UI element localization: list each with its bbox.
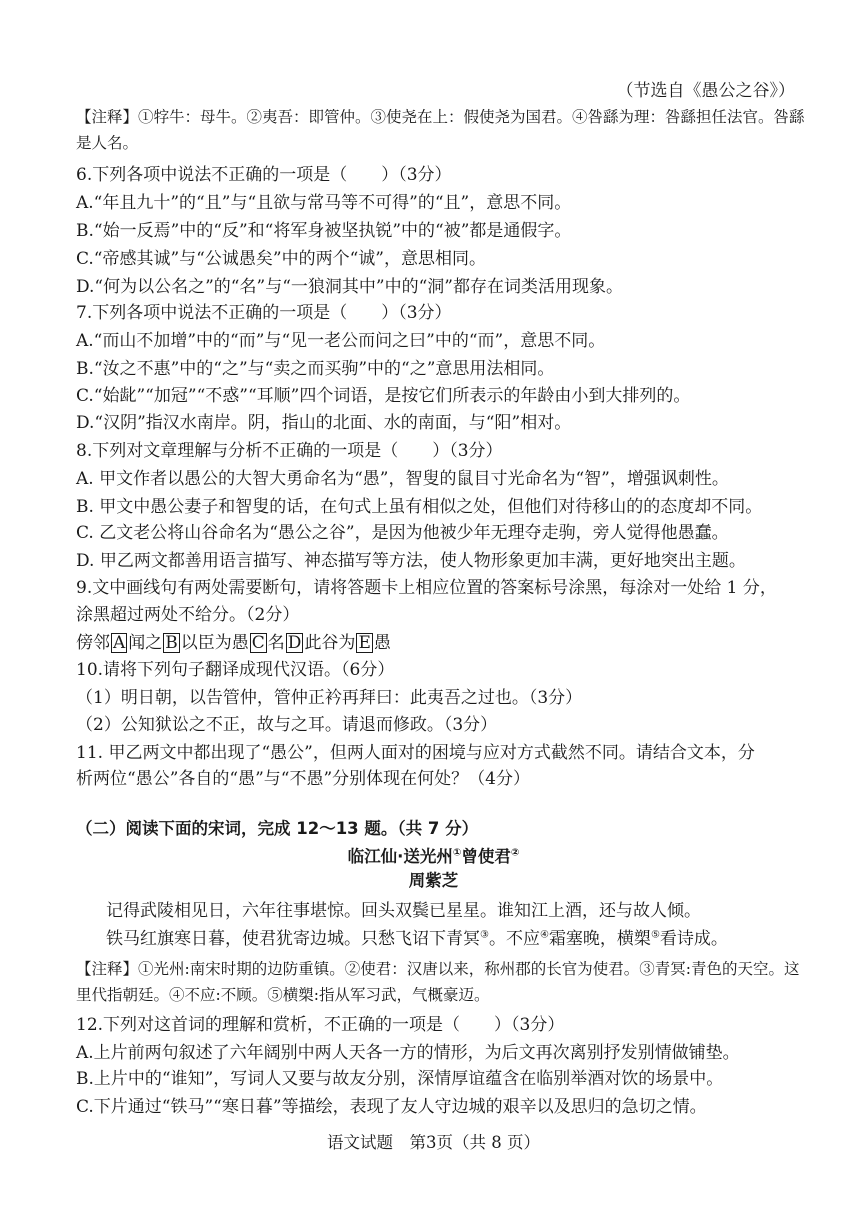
section-heading: （二）阅读下面的宋词，完成 12～13 题。（共 7 分） (76, 819, 479, 838)
annotation-line: 里代指朝廷。④不应:不顾。⑤横槊:指从军习武，气概豪迈。 (76, 986, 490, 1004)
break-mark-d: D (287, 633, 302, 653)
annotation-line: 【注释】①光州:南宋时期的边防重镇。②使君：汉唐以来，称州郡的长官为使君。③青冥:青色的天空。这 (76, 960, 800, 978)
question-7-option-b: B.“汝之不惠”中的“之”与“卖之而买驹”中的“之”意思用法相同。 (76, 359, 555, 379)
sentence-segment: 以臣为愚 (180, 633, 249, 653)
question-9-sentence (76, 632, 796, 654)
break-mark-c: C (251, 633, 265, 653)
question-6-option-d: D.“何为以公名之”的“名”与“一狼洞其中”中的“洞”都存在词类活用现象。 (76, 277, 623, 297)
break-mark-b: B (165, 633, 178, 653)
footnote-marker: ③ (480, 929, 489, 941)
question-6-option-b: B.“始一反焉”中的“反”和“将军身被坚执锐”中的“被”都是通假字。 (76, 221, 572, 241)
question-10-stem: 10.请将下列句子翻译成现代汉语。（6分） (76, 660, 395, 680)
question-12-option-a: A.上片前两句叙述了六年阔别中两人天各一方的情形，为后文再次离别抒发别情做铺垫。 (76, 1043, 740, 1063)
break-mark-e: E (358, 633, 371, 653)
question-8-option-b: B. 甲文中愚公妻子和智叟的话，在句式上虽有相似之处，但他们对待移山的的态度却不同。 (76, 497, 763, 517)
annotation-line: 【注释】①牸牛：母牛。②夷吾：即管仲。③使尧在上：假使尧为国君。④咎繇为理：咎繇担任法官。咎繇 (76, 108, 805, 126)
question-6-option-a: A.“年且九十”的“且”与“且欲与常马等不可得”的“且”，意思不同。 (76, 193, 572, 213)
question-7-option-a: A.“而山不加增”中的“而”与“见一老公而问之曰”中的“而”，意思不同。 (76, 331, 606, 351)
question-10-sentence-1: （1）明日朝，以告管仲，管仲正衿再拜曰：此夷吾之过也。（3分） (76, 688, 583, 708)
question-11-stem: 11. 甲乙两文中都出现了“愚公”，但两人面对的困境与应对方式截然不同。请结合文本，分 (76, 743, 755, 763)
question-6-stem: 6.下列各项中说法不正确的一项是（ ）（3分） (76, 165, 452, 185)
poem-line-1: 记得武陵相见日，六年往事堪惊。回头双鬓已星星。谁知江上酒，还与故人倾。 (106, 901, 701, 921)
question-12-stem: 12.下列对这首词的理解和赏析，不正确的一项是（ ）（3分） (76, 1015, 565, 1035)
sentence-segment: 傍邻 (76, 633, 110, 653)
question-12-option-b: B.上片中的“谁知”，写词人又要与故友分别，深情厚谊蕴含在临别举酒对饮的场景中。 (76, 1069, 724, 1089)
footnote-marker: ② (510, 847, 520, 859)
question-10-sentence-2: （2）公知狱讼之不正，故与之耳。请退而修政。（3分） (76, 715, 498, 735)
question-6-option-c: C.“帝感其诚”与“公诚愚矣”中的两个“诚”，意思相同。 (76, 249, 486, 269)
footnote-marker: ⑤ (650, 929, 660, 941)
footnote-marker: ① (452, 847, 462, 859)
question-9-stem: 9.文中画线句有两处需要断句，请将答题卡上相应位置的答案标号涂黑，每涂对一处给 1 分， (76, 578, 777, 598)
question-7-option-c: C.“始龀”“加冠”“不惑”“耳顺”四个词语，是按它们所表示的年龄由小到大排列的。 (76, 386, 691, 406)
question-12-option-c: C.下片通过“铁马”“寒日暮”等描绘，表现了友人守边城的艰辛以及思归的急切之情。 (76, 1097, 707, 1117)
sentence-segment: 愚 (373, 633, 391, 653)
sentence-segment: 此谷为 (304, 633, 356, 653)
page-footer: 语文试题 第3页（共 8 页） (327, 1133, 540, 1152)
break-mark-a: A (113, 633, 126, 653)
question-8-option-d: D. 甲乙两文都善用语言描写、神态描写等方法，使人物形象更加丰满，更好地突出主题。 (76, 551, 746, 571)
poem-author: 周紫芝 (408, 871, 459, 890)
question-7-option-d: D.“汉阴”指汉水南岸。阴，指山的北面、水的南面，与“阳”相对。 (76, 413, 572, 433)
poem-line-2: 铁马红旗寒日暮，使君犹寄边城。只愁飞诏下青冥③。不应④霜塞晚，横槊⑤看诗成。 (106, 929, 728, 949)
question-7-stem: 7.下列各项中说法不正确的一项是（ ）（3分） (76, 303, 452, 323)
question-8-option-a: A. 甲文作者以愚公的大智大勇命名为“愚”，智叟的鼠目寸光命名为“智”，增强讽刺性。 (76, 469, 729, 489)
question-9-stem: 涂黑超过两处不给分。（2分） (76, 605, 300, 625)
poem-title: 临江仙·送光州①曾使君② (347, 847, 520, 866)
question-11-stem: 析两位“愚公”各自的“愚”与“不愚”分别体现在何处？（4分） (76, 769, 530, 789)
sentence-segment: 闻之 (128, 633, 163, 653)
source-note: （节选自《愚公之谷》） (616, 81, 795, 101)
question-8-stem: 8.下列对文章理解与分析不正确的一项是（ ）（3分） (76, 441, 503, 461)
sentence-segment: 名 (267, 633, 285, 653)
annotation-line: 是人名。 (76, 134, 139, 152)
footnote-marker: ④ (539, 929, 549, 941)
question-8-option-c: C. 乙文老公将山谷命名为“愚公之谷”，是因为他被少年无理夺走驹，旁人觉得他愚蠢。 (76, 523, 729, 543)
